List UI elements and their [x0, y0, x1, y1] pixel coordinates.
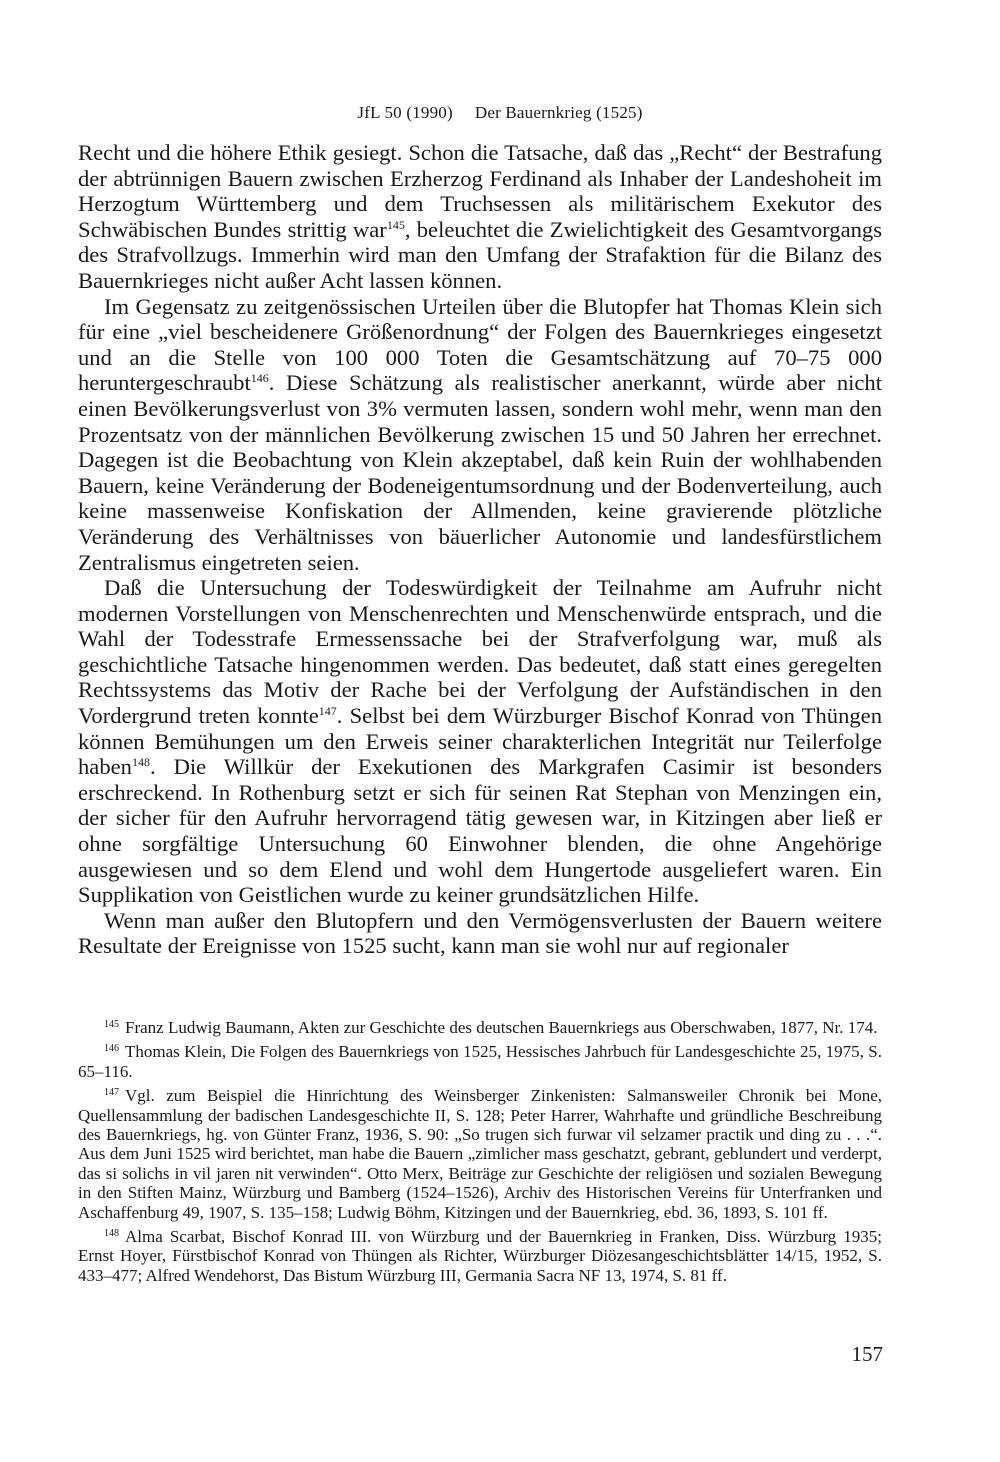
header-title: Der Bauernkrieg (1525): [474, 103, 643, 122]
footnote-number: 146: [104, 1043, 119, 1055]
paragraph-3-text: Daß die Untersuchung der Todeswürdigkeit der Teilnahme am Aufruhr nicht modernen Vorstellungen von Menschenrechten und Menschenwürde entsprach, und die Wahl der Todesstrafe Ermessenssache bei der Strafverfolgung war, muß als geschichtliche Tatsache hingenommen werden. Das bedeutet, daß statt eines geregelten Rechtssystems das Motiv der Rache bei der Verfolgung der Aufständischen in den Vordergrund treten konnte: [78, 575, 882, 729]
running-header: [0, 103, 1000, 123]
footnote-text: Alma Scarbat, Bischof Konrad III. von Würzburg und der Bauernkrieg in Franken, Diss. Würzburg 1935; Ernst Hoyer, Fürstbischof Konrad von Thüngen als Richter, Würzburger Diözesangeschichtsblätter 14/15, 1952, S. 433–477; Alfred Wendehorst, Das Bistum Würzburg III, Germania Sacra NF 13, 1974, S. 81 ff.: [78, 1227, 882, 1285]
footnote-number: 145: [104, 1019, 119, 1030]
footnote-145: [78, 1018, 882, 1037]
footnote-text: Franz Ludwig Baumann, Akten zur Geschichte des deutschen Bauernkriegs aus Oberschwaben, 1877, Nr. 174.: [125, 1018, 878, 1037]
footnotes: [78, 1018, 882, 1290]
paragraph-3-middle: . Selbst bei dem Würzburger Bischof Konrad von Thüngen können Bemühungen um den Erweis seiner charakterlichen Integrität nur Teilerfolge haben: [78, 703, 882, 780]
footnote-147: [78, 1086, 882, 1222]
footnote-148: [78, 1227, 882, 1285]
footnote-ref-146[interactable]: 146: [250, 371, 269, 386]
footnote-number: 147: [104, 1087, 119, 1099]
paragraph-2-tail: . Diese Schätzung als realistischer anerkannt, würde aber nicht einen Bevölkerungsverlust von 3% vermuten lassen, sondern wohl mehr, wenn man den Prozentsatz von der männlichen Bevölkerung zwischen 15 und 50 Jahren her errechnet. Dagegen ist die Beobachtung von Klein akzeptabel, daß kein Ruin der wohlhabenden Bauern, keine Veränderung der Bodeneigentumsordnung und der Bodenverteilung, auch keine massenweise Konfiskation der Allmenden, keine gravierende plötzliche Veränderung des Verhältnisses von bäuerlicher Autonomie und landesfürstlichem Zentralismus eingetreten seien.: [78, 370, 882, 575]
footnote-146: [78, 1042, 882, 1081]
paragraph-2-text: Im Gegensatz zu zeitgenössischen Urteilen über die Blutopfer hat Thomas Klein sich für eine „viel bescheidenere Größenordnung“ der Folgen des Bauernkrieges eingesetzt und an die Stelle von 100 000 Toten die Gesamtschätzung auf 70–75 000 heruntergeschraubt: [78, 293, 882, 396]
paragraph-3-tail: . Die Willkür der Exekutionen des Markgrafen Casimir ist besonders erschreckend. In Rothenburg setzt er sich für seinen Rat Stephan von Menzingen ein, der sicher für den Aufruhr hervorragend tätig gewesen war, in Kitzingen aber ließ er ohne sorgfältige Untersuchung 60 Einwohner blenden, die ohne Angehörige ausgewiesen und so dem Elend und wohl dem Hungertode ausgeliefert waren. Ein Supplikation von Geistlichen wurde zu keiner grundsätzlichen Hilfe.: [78, 754, 882, 908]
footnote-text: Thomas Klein, Die Folgen des Bauernkriegs von 1525, Hessisches Jahrbuch für Landesgeschichte 25, 1975, S. 65–116.: [78, 1042, 882, 1081]
paragraph-1: [78, 140, 882, 294]
paragraph-3: [78, 575, 882, 908]
paragraph-1-tail: , beleuchtet die Zwielichtigkeit des Gesamtvorgangs des Strafvollzugs. Immerhin wird man den Umfang der Strafaktion für die Bilanz des Bauernkrieges nicht außer Acht lassen können.: [78, 216, 882, 293]
paragraph-4-text: Wenn man außer den Blutopfern und den Vermögensverlusten der Bauern weitere Resultate der Ereignisse von 1525 sucht, kann man sie wohl nur auf regionaler: [78, 907, 882, 959]
footnote-ref-148[interactable]: 148: [131, 755, 150, 770]
page-number: 157: [851, 1342, 883, 1366]
body-text: [78, 140, 882, 959]
footnote-text: Vgl. zum Beispiel die Hinrichtung des Weinsberger Zinkenisten: Salmansweiler Chronik bei Mone, Quellensammlung der badischen Landesgeschichte II, S. 128; Peter Harrer, Wahrhafte und gründliche Beschreibung des Bauernkriegs, hg. von Günter Franz, 1936, S. 90: „So trugen sich furwar vil selzamer practik und ding zu . . .“. Aus dem Juni 1525 wird berichtet, man habe die Bauern „zimlicher mass geschatzt, gebrant, geblundert und verderpt, das si solichs in vil jaren nit verwinden“. Otto Merx, Beiträge zur Geschichte der religiösen und sozialen Bewegung in den Stiften Mainz, Würzburg und Bamberg (1524–1526), Archiv des Historischen Vereins für Unterfranken und Aschaffenburg 49, 1907, S. 135–158; Ludwig Böhm, Kitzingen und der Bauernkrieg, ebd. 36, 1893, S. 101 ff.: [78, 1086, 882, 1222]
footnote-ref-145[interactable]: 145: [386, 217, 405, 232]
footnote-ref-147[interactable]: 147: [318, 704, 337, 719]
paragraph-2: [78, 294, 882, 576]
paragraph-4: [78, 908, 882, 959]
footnote-number: 148: [104, 1228, 119, 1240]
paragraph-1-text: Recht und die höhere Ethik gesiegt. Schon die Tatsache, daß das „Recht“ der Bestrafung der abtrünnigen Bauern zwischen Erzherzog Ferdinand als Inhaber der Landeshoheit im Herzogtum Württemberg und dem Truchsessen als militärischem Exekutor des Schwäbischen Bundes strittig war: [78, 140, 882, 242]
header-journal: JfL 50 (1990): [357, 103, 453, 122]
